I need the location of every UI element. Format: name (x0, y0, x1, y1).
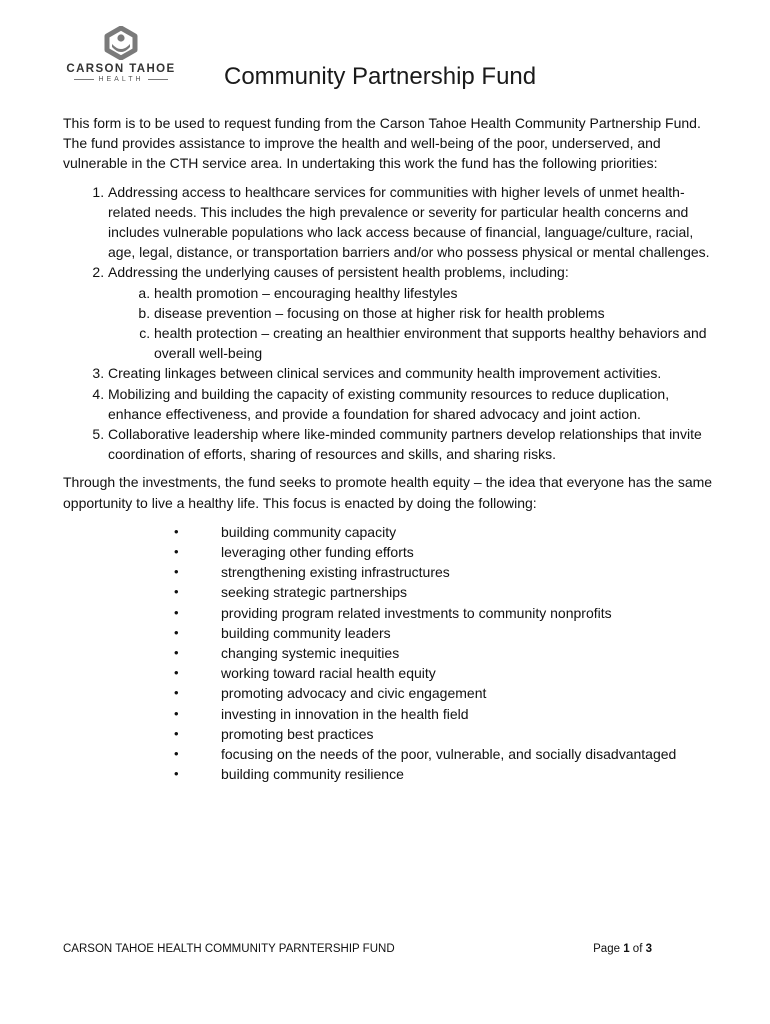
logo-rule-right (148, 79, 168, 80)
action-item (174, 704, 713, 724)
bullet-icon: • (174, 523, 179, 539)
bullet-icon: • (174, 645, 179, 661)
logo-subtitle (62, 76, 180, 83)
of-word: of (632, 943, 643, 955)
page-number (593, 943, 652, 955)
action-text: investing in innovation in the health field (221, 705, 469, 722)
logo-rule-left (74, 79, 94, 80)
priority-text: Creating linkages between clinical services and community health improvement activities. (108, 365, 662, 382)
action-text: building community leaders (221, 624, 391, 641)
action-item (174, 582, 713, 602)
bullet-icon: • (174, 564, 179, 580)
bullet-icon: • (174, 584, 179, 600)
bullet-icon: • (174, 665, 179, 681)
bullet-icon: • (174, 604, 179, 620)
logo-mark-icon (98, 26, 144, 60)
action-text: strengthening existing infrastructures (221, 564, 450, 581)
action-item (174, 643, 713, 663)
action-item (174, 522, 713, 542)
action-text: seeking strategic partnerships (221, 584, 407, 601)
priority-item (108, 363, 713, 383)
bullet-icon: • (174, 685, 179, 701)
action-item (174, 623, 713, 643)
bullet-icon: • (174, 766, 179, 782)
priority-sublist (108, 283, 713, 364)
logo-name: CARSON TAHOE (66, 63, 176, 75)
priority-item (108, 182, 713, 263)
priority-subitem: a. health promotion – encouraging healthy lifestyles (154, 283, 713, 303)
bullet-icon: • (174, 544, 179, 560)
priority-item (108, 424, 713, 464)
action-item (174, 724, 713, 744)
action-item (174, 603, 713, 623)
action-text: promoting advocacy and civic engagement (221, 685, 487, 702)
priorities-list (63, 182, 713, 465)
page-word: Page (593, 943, 620, 955)
priority-text: Addressing access to healthcare services for communities with higher levels of unmet health-related needs. This includes the high prevalence or severity for particular health concerns and includes vulnerable populations who lack access because of financial, language/culture, racial, age, legal, distance, or transportation barriers and/or who possess physical or mental challenges. (108, 183, 710, 261)
action-item (174, 562, 713, 582)
actions-list (63, 522, 713, 785)
priority-text: Collaborative leadership where like-minded community partners develop relationships that invite coordination of efforts, sharing of resources and skills, and sharing risks. (108, 426, 702, 463)
priority-item (108, 262, 713, 363)
bullet-icon: • (174, 746, 179, 762)
action-item (174, 683, 713, 703)
action-item (174, 744, 713, 764)
action-text: promoting best practices (221, 725, 374, 742)
bullet-icon: • (174, 725, 179, 741)
page-title: Community Partnership Fund (224, 63, 537, 90)
action-text: leveraging other funding efforts (221, 544, 414, 561)
action-item (174, 764, 713, 784)
action-text: working toward racial health equity (221, 665, 436, 682)
priority-subitem: b. disease prevention – focusing on those at higher risk for health problems (154, 303, 713, 323)
action-text: building community resilience (221, 766, 404, 783)
document-body (63, 113, 713, 785)
action-text: building community capacity (221, 523, 397, 540)
logo-sub-text: HEALTH (98, 76, 144, 83)
action-item (174, 663, 713, 683)
intro-paragraph: This form is to be used to request funding from the Carson Tahoe Health Community Partnership Fund. The fund provides assistance to improve the health and well-being of the poor, underserved, and vulnerable in the CTH service area. In undertaking this work the fund has the following priorities: (63, 115, 701, 172)
footer-title: CARSON TAHOE HEALTH COMMUNITY PARNTERSHIP FUND (63, 943, 395, 955)
bullet-icon: • (174, 705, 179, 721)
page-total: 3 (645, 943, 652, 955)
priority-subitem: c. health protection – creating an healthier environment that supports healthy behaviors and overall well-being (154, 323, 713, 363)
action-text: changing systemic inequities (221, 645, 400, 662)
bullet-icon: • (174, 624, 179, 640)
action-item (174, 542, 713, 562)
carson-tahoe-logo (62, 26, 180, 92)
action-text: focusing on the needs of the poor, vulnerable, and socially disadvantaged (221, 746, 677, 763)
action-text: providing program related investments to community nonprofits (221, 604, 612, 621)
equity-paragraph: Through the investments, the fund seeks to promote health equity – the idea that everyone has the same opportunity to live a healthy life. This focus is enacted by doing the following: (63, 474, 713, 511)
priority-text: Mobilizing and building the capacity of existing community resources to reduce duplication, enhance effectiveness, and provide a foundation for shared advocacy and joint action. (108, 385, 670, 422)
priority-text: Addressing the underlying causes of persistent health problems, including: (108, 264, 569, 281)
priority-item (108, 384, 713, 424)
page-current: 1 (623, 943, 630, 955)
